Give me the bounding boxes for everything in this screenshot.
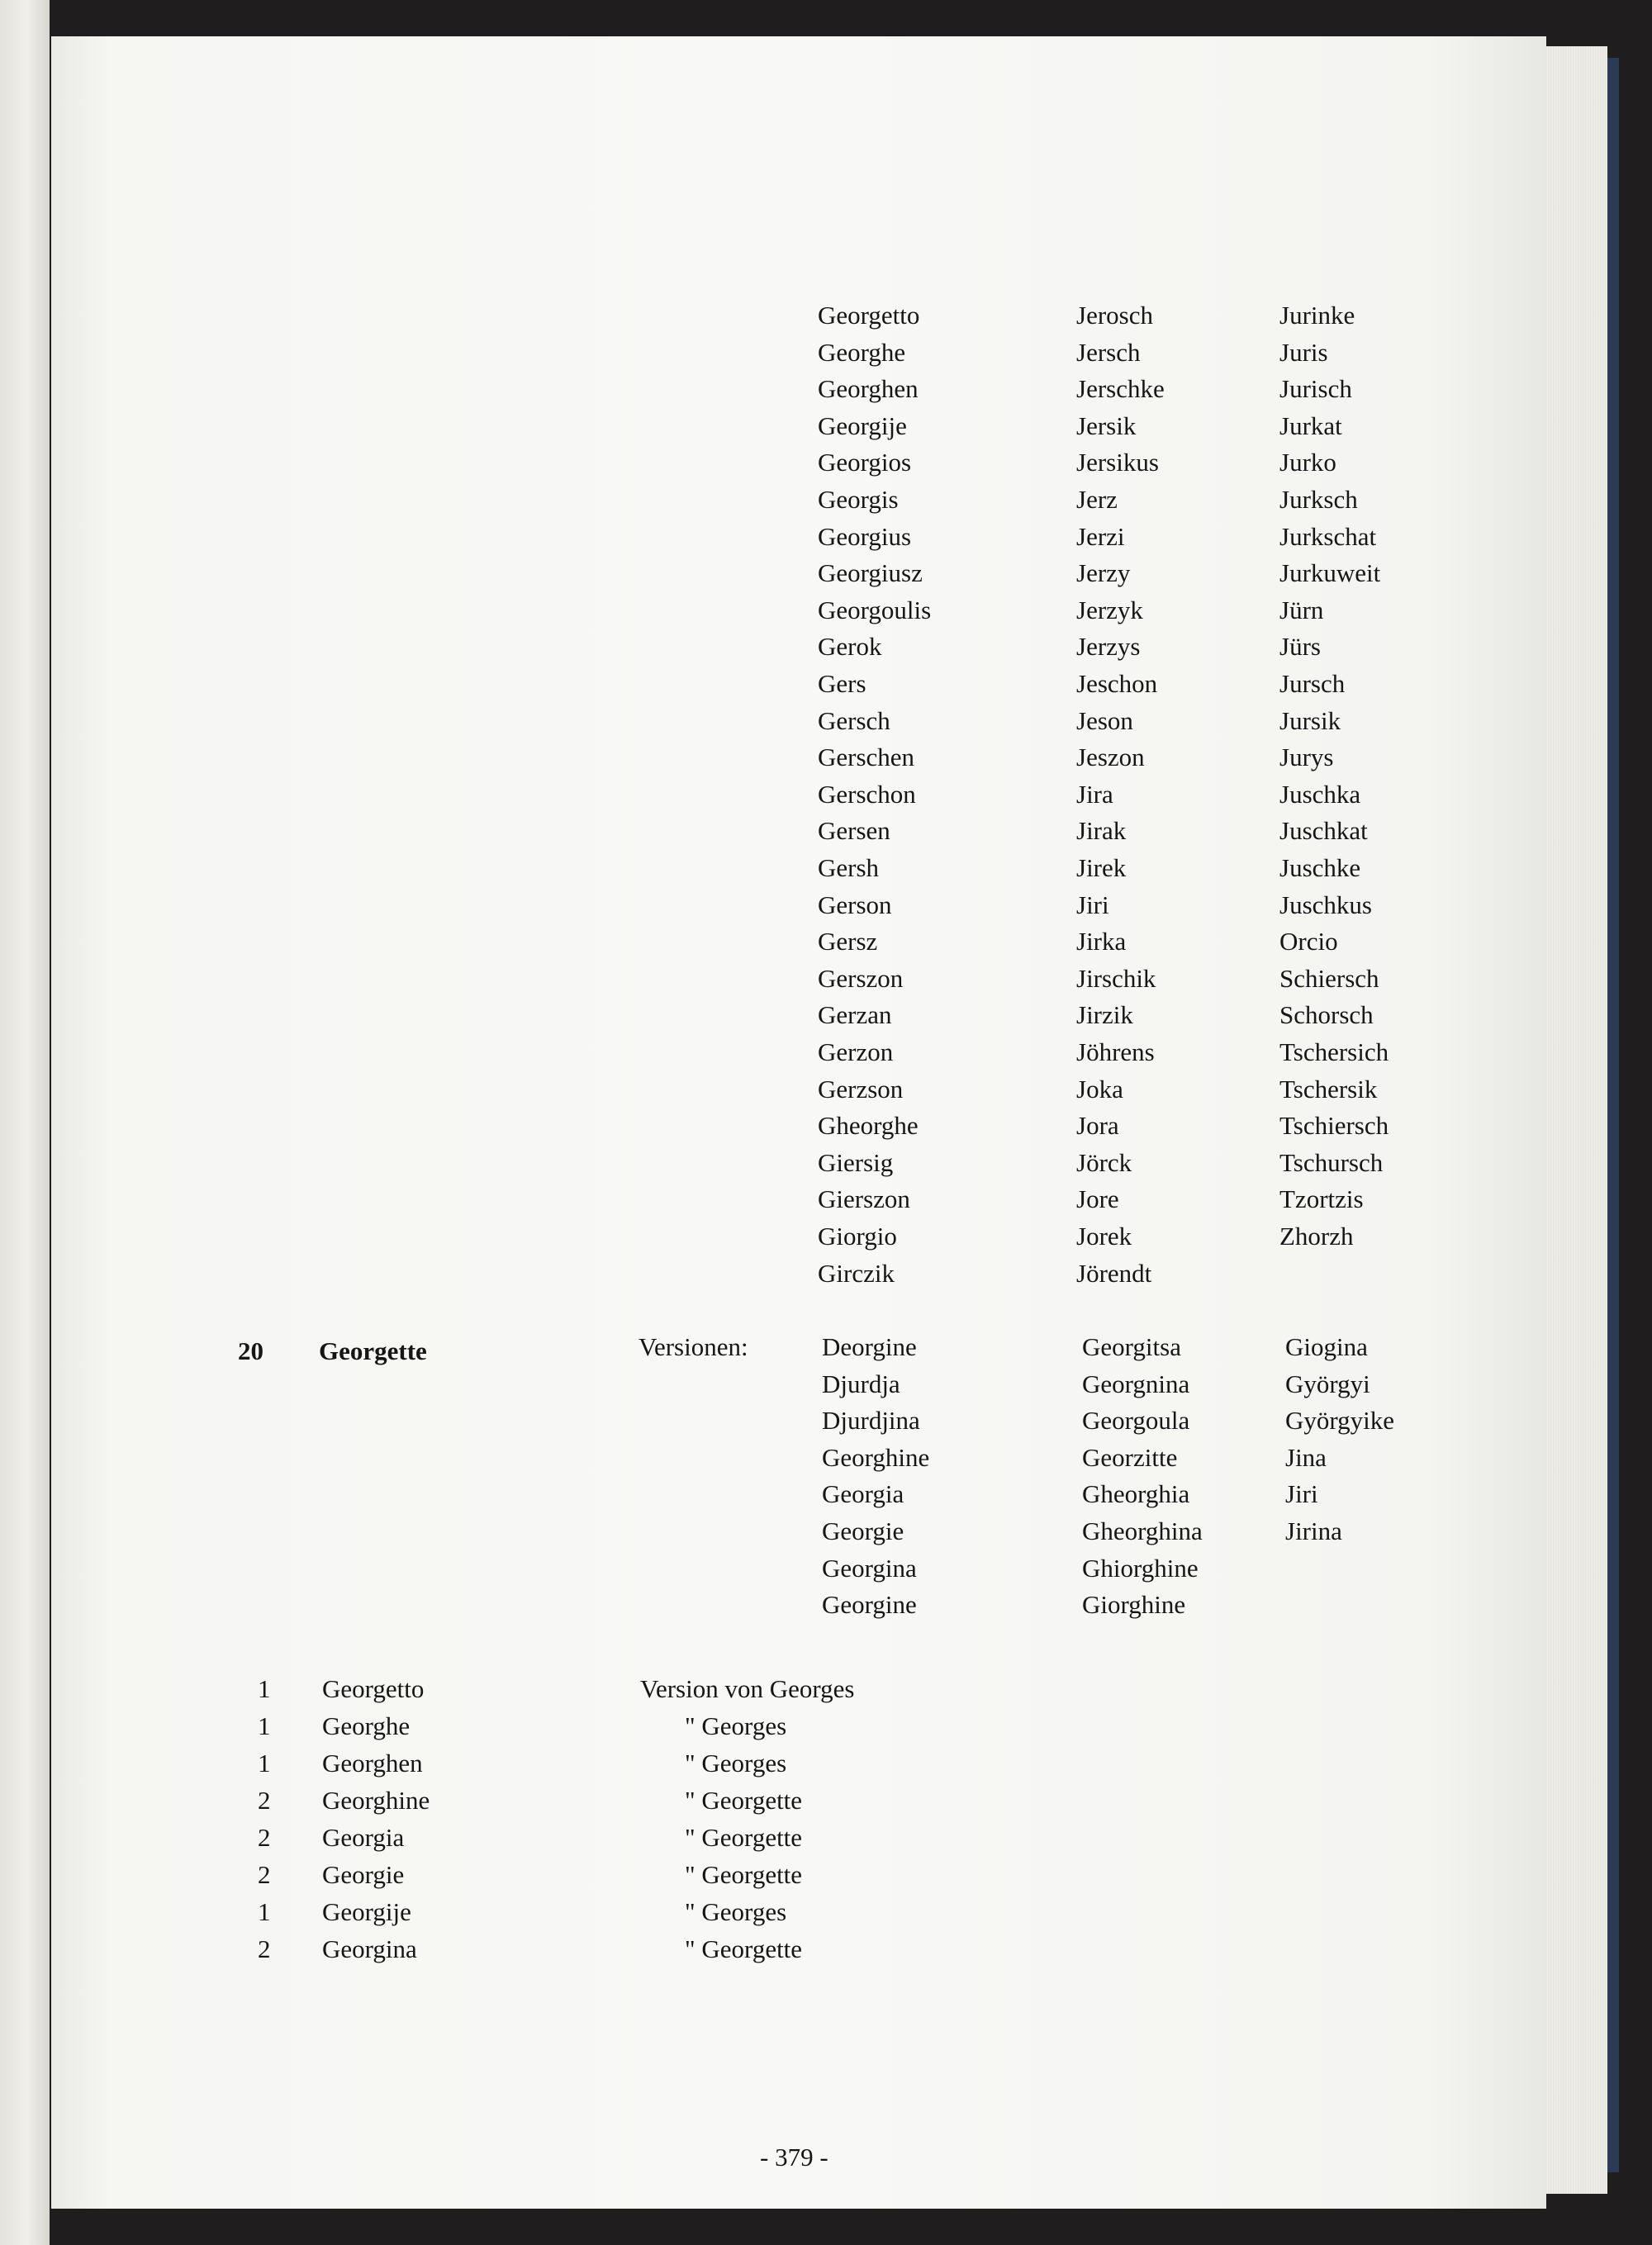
- name-list-item: Jirzik: [1076, 1000, 1133, 1030]
- name-list-item: Jeson: [1076, 705, 1133, 735]
- name-list-item: Jerosch: [1076, 301, 1153, 330]
- version-item: Gheorghina: [1082, 1516, 1203, 1545]
- name-list-item: Jerzys: [1076, 632, 1141, 662]
- name-list-item: Jersch: [1076, 337, 1141, 367]
- name-list-item: Jürs: [1279, 632, 1321, 662]
- name-list-item: Georgoulis: [818, 595, 932, 624]
- version-table-relation: " Georges: [685, 1749, 787, 1777]
- version-table-relation: " Georgette: [685, 1934, 803, 1963]
- version-table-name: Georgie: [322, 1860, 405, 1889]
- name-list-item: Jurys: [1279, 743, 1334, 772]
- name-list-item: Giorgio: [818, 1222, 897, 1251]
- version-item: Djurdjina: [822, 1406, 920, 1436]
- name-list-item: Jürn: [1279, 595, 1324, 624]
- version-item: Jiri: [1285, 1479, 1318, 1509]
- name-list-item: Gers: [818, 669, 866, 698]
- name-list-item: Jersikus: [1076, 448, 1159, 477]
- version-table-relation: " Georgette: [685, 1860, 803, 1889]
- version-table-count: 2: [258, 1823, 271, 1852]
- version-table-name: Georgina: [322, 1934, 417, 1963]
- version-table-relation: " Georges: [685, 1711, 787, 1740]
- name-list-item: Jerzyk: [1076, 595, 1143, 624]
- version-table-name: Georgetto: [322, 1674, 425, 1703]
- name-list-item: Georghe: [818, 337, 906, 367]
- name-list-item: Gersz: [818, 927, 878, 956]
- name-list-item: Gerschen: [818, 743, 915, 772]
- version-table-relation: " Georges: [685, 1897, 787, 1926]
- name-list-item: Jora: [1076, 1111, 1119, 1141]
- version-item: Jirina: [1285, 1516, 1342, 1545]
- name-list-item: Gerschon: [818, 779, 916, 809]
- name-list-item: Georgius: [818, 521, 912, 551]
- name-list-item: Georghen: [818, 374, 919, 404]
- version-table-name: Georgije: [322, 1897, 411, 1926]
- version-item: Giogina: [1285, 1332, 1368, 1361]
- version-item: Georgoula: [1082, 1406, 1190, 1436]
- version-item: Georgnina: [1082, 1369, 1190, 1398]
- name-list-item: Juschkus: [1279, 890, 1372, 919]
- version-table-relation: Version von Georges: [640, 1674, 855, 1703]
- version-item: Jina: [1285, 1442, 1327, 1472]
- name-list-item: Jurinke: [1279, 301, 1355, 330]
- version-item: Georghine: [822, 1442, 930, 1472]
- name-list-item: Jursch: [1279, 669, 1346, 698]
- name-list-item: Jeschon: [1076, 669, 1158, 698]
- name-list-item: Tschersik: [1279, 1074, 1378, 1104]
- name-list-item: Giersig: [818, 1147, 894, 1177]
- name-list-item: Gerzon: [818, 1037, 894, 1066]
- name-list-item: Juschka: [1279, 779, 1361, 809]
- name-list-item: Tzortzis: [1279, 1184, 1364, 1214]
- name-list-item: Schiersch: [1279, 963, 1379, 993]
- name-list-item: Gerzson: [818, 1074, 904, 1104]
- version-item: Ghiorghine: [1082, 1553, 1199, 1583]
- name-list-item: Jerzy: [1076, 558, 1131, 588]
- name-list-item: Jorek: [1076, 1222, 1132, 1251]
- name-list-item: Schorsch: [1279, 1000, 1374, 1030]
- name-list-item: Jursik: [1279, 705, 1341, 735]
- name-list-item: Gersen: [818, 816, 890, 846]
- name-list-item: Gersh: [818, 853, 880, 882]
- version-item: Györgyike: [1285, 1406, 1395, 1436]
- name-list-item: Gierszon: [818, 1184, 910, 1214]
- name-list-item: Tschiersch: [1279, 1111, 1389, 1141]
- name-list-item: Jiri: [1076, 890, 1109, 919]
- version-item: Georgine: [822, 1590, 917, 1620]
- version-item: Georgitsa: [1082, 1332, 1181, 1361]
- name-list-item: Gerok: [818, 632, 882, 662]
- version-table-name: Georghen: [322, 1749, 423, 1777]
- entry-count: 20: [238, 1336, 263, 1365]
- name-list-item: Tschursch: [1279, 1147, 1384, 1177]
- page-block-edge: [1546, 46, 1607, 2194]
- book-edge-left: [0, 0, 50, 2245]
- version-item: Györgyi: [1285, 1369, 1370, 1398]
- name-list-item: Jörendt: [1076, 1258, 1152, 1288]
- name-list-item: Jöhrens: [1076, 1037, 1155, 1066]
- name-list-item: Jeszon: [1076, 743, 1145, 772]
- name-list-item: Jurisch: [1279, 374, 1352, 404]
- version-table-count: 2: [258, 1860, 271, 1889]
- version-item: Georzitte: [1082, 1442, 1178, 1472]
- version-table-name: Georghine: [322, 1786, 430, 1815]
- name-list-item: Gersch: [818, 705, 890, 735]
- version-table-relation: " Georgette: [685, 1786, 803, 1815]
- name-list-item: Jerz: [1076, 485, 1118, 514]
- version-table-count: 1: [258, 1897, 271, 1926]
- name-list-item: Georgije: [818, 411, 907, 440]
- version-item: Giorghine: [1082, 1590, 1186, 1620]
- name-list-item: Zhorzh: [1279, 1222, 1354, 1251]
- name-list-item: Jurko: [1279, 448, 1336, 477]
- name-list-item: Jurksch: [1279, 485, 1358, 514]
- name-list-item: Georgios: [818, 448, 912, 477]
- version-table-relation: " Georgette: [685, 1823, 803, 1852]
- name-list-item: Jirka: [1076, 927, 1127, 956]
- version-table-name: Georgia: [322, 1823, 405, 1852]
- entry-name: Georgette: [319, 1336, 427, 1365]
- cover-edge: [1607, 58, 1619, 2172]
- version-table-name: Georghe: [322, 1711, 411, 1740]
- name-list-item: Joka: [1076, 1074, 1123, 1104]
- name-list-item: Jirak: [1076, 816, 1127, 846]
- name-list-item: Jerschke: [1076, 374, 1165, 404]
- name-list-item: Jirschik: [1076, 963, 1156, 993]
- name-list-item: Jörck: [1076, 1147, 1132, 1177]
- name-list-item: Orcio: [1279, 927, 1338, 956]
- version-item: Gheorghia: [1082, 1479, 1190, 1509]
- version-table-count: 1: [258, 1749, 271, 1777]
- name-list-item: Gerson: [818, 890, 892, 919]
- name-list-item: Juschke: [1279, 853, 1361, 882]
- name-list-item: Tschersich: [1279, 1037, 1389, 1066]
- name-list-item: Juschkat: [1279, 816, 1368, 846]
- version-item: Georgia: [822, 1479, 904, 1509]
- version-item: Deorgine: [822, 1332, 917, 1361]
- name-list-item: Gerzan: [818, 1000, 892, 1030]
- page-number: - 379 -: [760, 2143, 828, 2171]
- version-table-count: 2: [258, 1786, 271, 1815]
- name-list-item: Jerzi: [1076, 521, 1125, 551]
- version-item: Georgina: [822, 1553, 917, 1583]
- name-list-item: Jurkuweit: [1279, 558, 1381, 588]
- name-list-item: Gheorghe: [818, 1111, 919, 1141]
- name-list-item: Girczik: [818, 1258, 895, 1288]
- name-list-item: Georgiusz: [818, 558, 923, 588]
- versions-label: Versionen:: [638, 1332, 748, 1361]
- version-table-count: 2: [258, 1934, 271, 1963]
- name-list-item: Jirek: [1076, 853, 1127, 882]
- name-list-item: Jira: [1076, 779, 1113, 809]
- name-list-item: Juris: [1279, 337, 1328, 367]
- version-item: Georgie: [822, 1516, 904, 1545]
- name-list-item: Jurkschat: [1279, 521, 1377, 551]
- version-item: Djurdja: [822, 1369, 900, 1398]
- name-list-item: Jore: [1076, 1184, 1119, 1214]
- name-list-item: Gerszon: [818, 963, 904, 993]
- name-list-item: Georgis: [818, 485, 899, 514]
- name-list-item: Jurkat: [1279, 411, 1342, 440]
- name-list-item: Georgetto: [818, 301, 920, 330]
- version-table-count: 1: [258, 1674, 271, 1703]
- version-table-count: 1: [258, 1711, 271, 1740]
- name-list-item: Jersik: [1076, 411, 1137, 440]
